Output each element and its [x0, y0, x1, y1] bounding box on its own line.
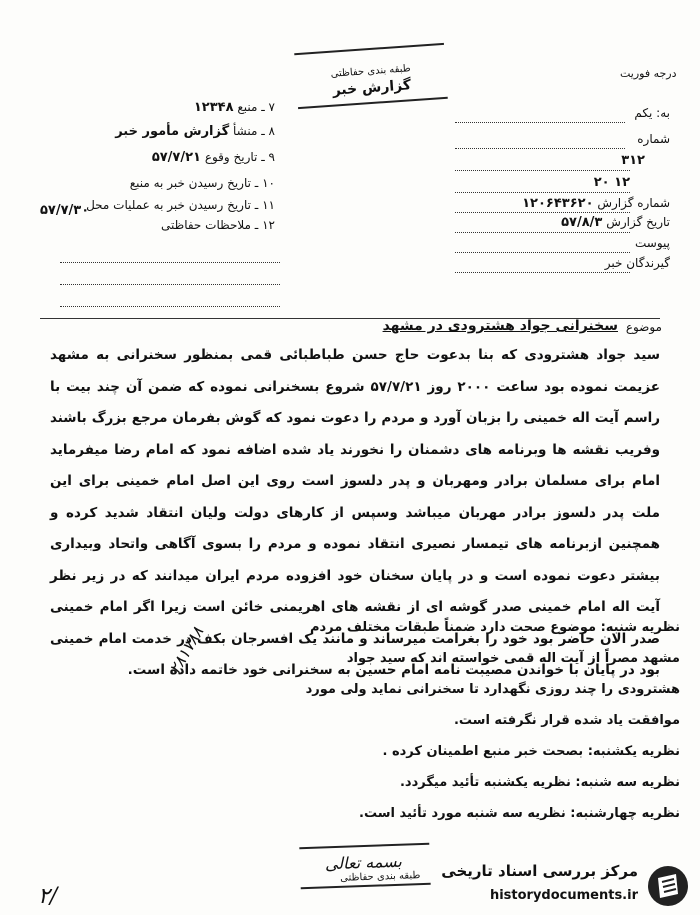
stamp-classification: طبقه بندی حفاظتی — [339, 870, 421, 884]
watermark-title: مرکز بررسی اسناد تاریخی — [441, 862, 638, 880]
field-origin: ۸ ـ منشأ گزارش مأمور خبر — [115, 124, 275, 139]
corner-mark: ۲/ — [38, 884, 58, 909]
field-event-date: ۹ ـ تاریخ وقوع ۵۷/۷/۲۱ — [151, 150, 275, 165]
subject-text: سخنرانی جواد هشترودی در مشهد — [382, 318, 618, 334]
field-line — [455, 212, 630, 213]
archive-watermark — [432, 860, 694, 910]
field-ref-2: ۲۰ ۱۲ — [593, 175, 630, 190]
subject-label: موضوع — [625, 320, 662, 334]
archive-logo-icon — [646, 864, 690, 908]
field-line — [60, 306, 280, 307]
stamp-classification: طبقه بندی حفاظتی — [330, 63, 412, 80]
field-recipients: گیرندگان خبر — [604, 256, 670, 270]
note-sunday: نظریه یکشنبه: بصحت خبر منبع اطمینان کرده . — [382, 744, 680, 759]
field-line — [60, 284, 280, 285]
field-source: ۷ ـ منبع ۱۲۳۴۸ — [193, 100, 275, 115]
field-line — [455, 192, 630, 193]
body-paragraph: سید جواد هشترودی که بنا بدعوت حاج حسن طباطبائی قمی بمنظور سخنرانی به مشهد عزیمت نموده بود ساعت ۲۰۰۰ روز ۵۷/۷/۲۱ شروع بسخنرانی نموده که ضمن آن چند بیت با راسم آیت اله خمینی را بزبان آورد و مردم را دعوت نمود که گوش بفرمان مرجع بزرگ باشند وفریب نقشه ها وبرنامه های دشمنان را نخورند یاد شده اضافه نمود که امام رضا میفرماید امام برای مسلمان برادر ومهربان و پدر دلسوز است روی این اصل امام خمینی برای این ملت پدر دلسوز برادر مهربان میباشد وسپس از کارهای دولت ولیان انتقاد شدید کرده و همچنین ازبرنامه های تیمسار نصیری انتقاد نموده و مردم را بسوی آگاهی واتحاد وبیداری بیشتر دعوت نموده است و در پایان سخنان خود افزوده مردم ایران میدانند که در زیر نظر آیت اله امام خمینی صدر گوشه ای از نقشه های اهریمنی خائن است زیرا اگر امام خمینی صدر الان حاضر بود خود را بغرامت میرساند و مانند یک افسرجان بکف در خدمت امام خمینی بود در پایان با خواندن مصیبت نامه امام حسین به سخنرانی خود خاتمه داده است. — [50, 347, 660, 678]
opinion-notes — [300, 612, 680, 829]
field-line — [60, 262, 280, 263]
field-received-source: ۱۰ ـ تاریخ رسیدن خبر به منبع — [129, 176, 275, 190]
stamp-signature: بسمه تعالی — [324, 851, 403, 874]
classification-stamp — [294, 43, 448, 109]
field-security-notes: ۱۲ ـ ملاحظات حفاظتی — [161, 218, 275, 232]
field-received-ops-value: ۵۷/۷/۳۰ — [40, 203, 90, 218]
field-line — [455, 252, 630, 253]
field-received-ops: ۱۱ ـ تاریخ رسیدن خبر به عملیات محل — [86, 198, 275, 212]
field-line — [455, 232, 630, 233]
margin-note: ۲۸۱۷۸۸ — [165, 623, 208, 678]
field-ref-1: ۳۱۲ — [621, 153, 645, 168]
watermark-url: historydocuments.ir — [489, 888, 638, 903]
note-tuesday: نظریه سه شنبه: نظریه یکشنبه تأئید میگردد. — [399, 775, 680, 790]
field-report-number: شماره گزارش ۱۲۰۶۴۳۶۲۰ — [522, 196, 670, 211]
field-attachment: پیوست — [635, 236, 670, 250]
field-line — [455, 148, 625, 149]
field-line — [455, 122, 625, 123]
field-line — [455, 170, 630, 171]
field-to: به: یکم — [634, 106, 670, 120]
field-line — [455, 272, 630, 273]
field-number: شماره — [637, 132, 670, 146]
note-saturday: نظریه شنبه: موضوع صحت دارد ضمناً طبقات مختلف مردم مشهد مصراً از آیت اله قمی خواسته اند که سید جواد هشترودی را چند روزی نگهدارد تا سخنرانی نماید ولی مورد موافقت یاد شده قرار نگرفته است. — [305, 620, 680, 728]
urgency-label: درجه فوریت — [620, 67, 677, 80]
field-report-date: تاریخ گزارش ۵۷/۸/۳ — [561, 215, 670, 230]
footer-stamp — [299, 843, 430, 890]
stamp-title: گزارش خبر — [332, 77, 412, 99]
note-wednesday: نظریه چهارشنبه: نظریه سه شنبه مورد تأئید است. — [359, 806, 680, 821]
